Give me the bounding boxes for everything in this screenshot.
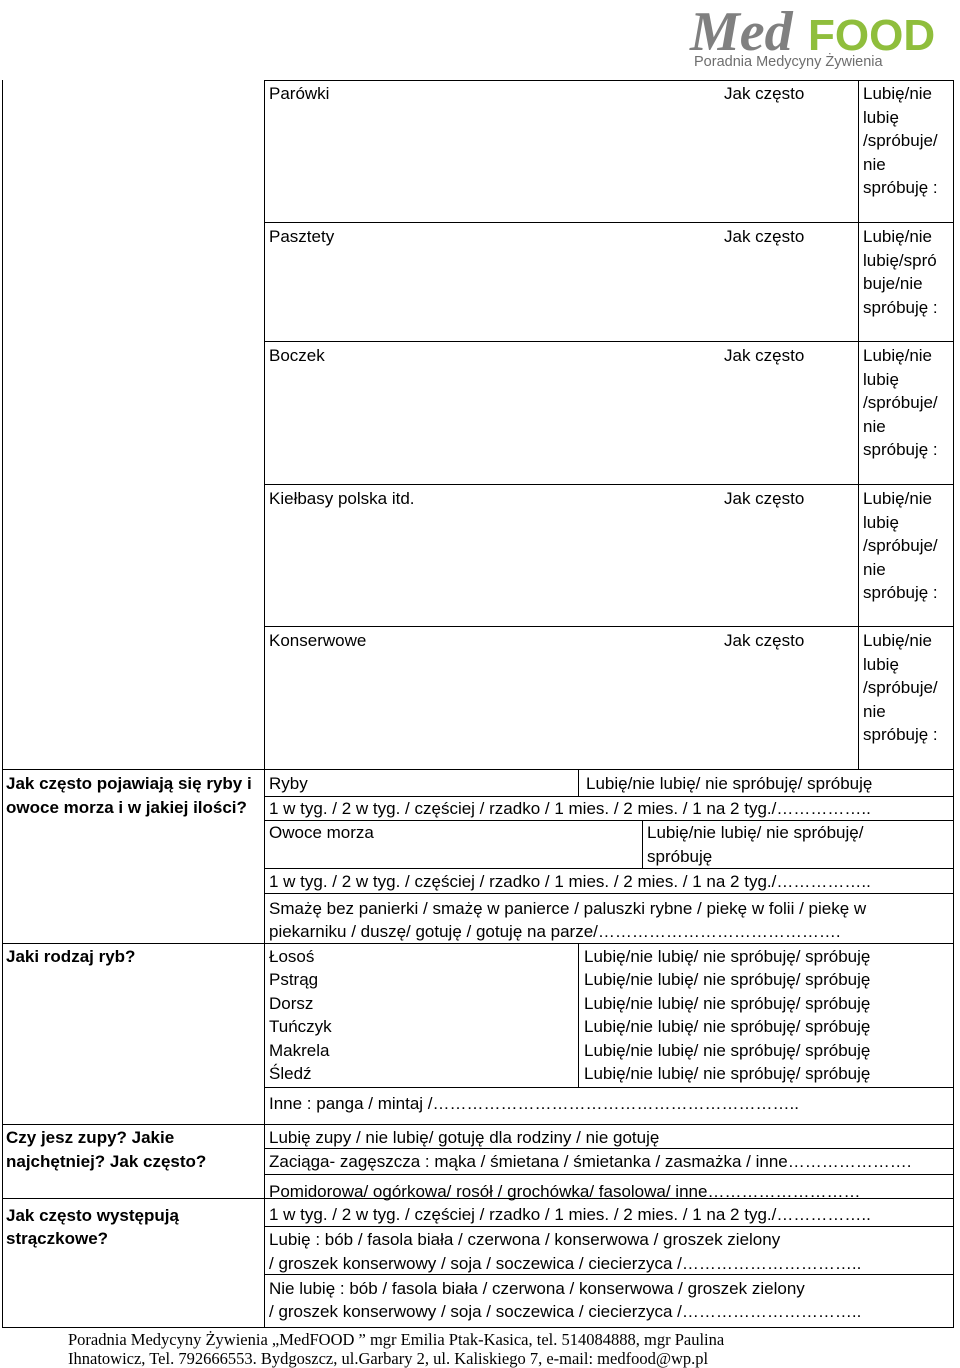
meat-name: Konserwowe xyxy=(269,631,367,650)
footer-line-2: Ihnatowicz, Tel. 792666553. Bydgoszcz, ul.Garbary 2, ul. Kaliskiego 7, e-mail: medfood@wp.pl xyxy=(68,1349,709,1368)
fish-preference: Lubię/nie lubię/ nie spróbuję/ spróbuję xyxy=(586,774,873,793)
meat-name: Boczek xyxy=(269,346,325,365)
fish-label: Ryby xyxy=(269,774,308,793)
seafood-label: Owoce morza xyxy=(269,823,374,842)
frequency-label: Jak często xyxy=(724,346,805,365)
preference-cell: Lubię/nie lubię/spró buje/nie spróbuję : xyxy=(863,227,938,317)
frequency-label: Jak często xyxy=(724,84,805,103)
fish-type-preference: Lubię/nie lubię/ nie spróbuję/ spróbuję xyxy=(584,1064,871,1083)
meat-name: Kiełbasy polska itd. xyxy=(269,489,415,508)
fish-type-preference: Lubię/nie lubię/ nie spróbuję/ spróbuję xyxy=(584,947,871,966)
footer-line-1: Poradnia Medycyny Żywienia „MedFOOD ” mgr Emilia Ptak-Kasica, tel. 514084888, mgr Paulina xyxy=(68,1330,725,1349)
fish-type-preference: Lubię/nie lubię/ nie spróbuję/ spróbuję xyxy=(584,994,871,1013)
fish-other: Inne : panga / mintaj /……………………………………………………….. xyxy=(269,1094,799,1113)
list-item: Śledź xyxy=(269,1064,312,1083)
legumes-frequency: 1 w tyg. / 2 w tyg. / częściej / rzadko / 1 mies. / 2 mies. / 1 na 2 tyg./…………….. xyxy=(269,1205,871,1224)
fish-type-preference: Lubię/nie lubię/ nie spróbuję/ spróbuję xyxy=(584,1041,871,1060)
medfood-logo xyxy=(688,2,958,70)
frequency-label: Jak często xyxy=(724,227,805,246)
soups-types: Pomidorowa/ ogórkowa/ rosół / grochówka/ fasolowa/ inne……………………… xyxy=(269,1182,861,1201)
preference-cell: Lubię/nie lubię /spróbuje/ nie spróbuję : xyxy=(863,84,938,197)
fish-type-preference: Lubię/nie lubię/ nie spróbuję/ spróbuję xyxy=(584,970,871,989)
list-item: Pstrąg xyxy=(269,970,319,989)
logo-food-text: FOOD xyxy=(808,11,936,60)
frequency-label: Jak często xyxy=(724,489,805,508)
frequency-label: Jak często xyxy=(724,631,805,650)
list-item: Tuńczyk xyxy=(269,1017,332,1036)
soups-thickening: Zaciąga- zagęszcza : mąka / śmietana / śmietanka / zasmażka / inne…………………. xyxy=(269,1152,912,1171)
list-item: Łosoś xyxy=(269,947,315,966)
fish-types-question: Jaki rodzaj ryb? xyxy=(6,947,136,966)
preference-cell: Lubię/nie lubię /spróbuje/ nie spróbuję : xyxy=(863,631,938,744)
fish-frequency: 1 w tyg. / 2 w tyg. / częściej / rzadko / 1 mies. / 2 mies. / 1 na 2 tyg./…………….. xyxy=(269,799,871,818)
soups-preference: Lubię zupy / nie lubię/ gotuję dla rodziny / nie gotuję xyxy=(269,1128,660,1147)
meat-name: Pasztety xyxy=(269,227,335,246)
logo-tagline: Poradnia Medycyny Żywienia xyxy=(694,54,883,70)
preference-cell: Lubię/nie lubię /spróbuje/ nie spróbuję : xyxy=(863,346,938,459)
preference-cell: Lubię/nie lubię /spróbuje/ nie spróbuję : xyxy=(863,489,938,602)
list-item: Dorsz xyxy=(269,994,314,1013)
meat-name: Parówki xyxy=(269,84,330,103)
fish-type-preference: Lubię/nie lubię/ nie spróbuję/ spróbuję xyxy=(584,1017,871,1036)
logo-med-text: Med xyxy=(690,2,793,63)
seafood-frequency: 1 w tyg. / 2 w tyg. / częściej / rzadko / 1 mies. / 2 mies. / 1 na 2 tyg./…………….. xyxy=(269,872,871,891)
list-item: Makrela xyxy=(269,1041,330,1060)
